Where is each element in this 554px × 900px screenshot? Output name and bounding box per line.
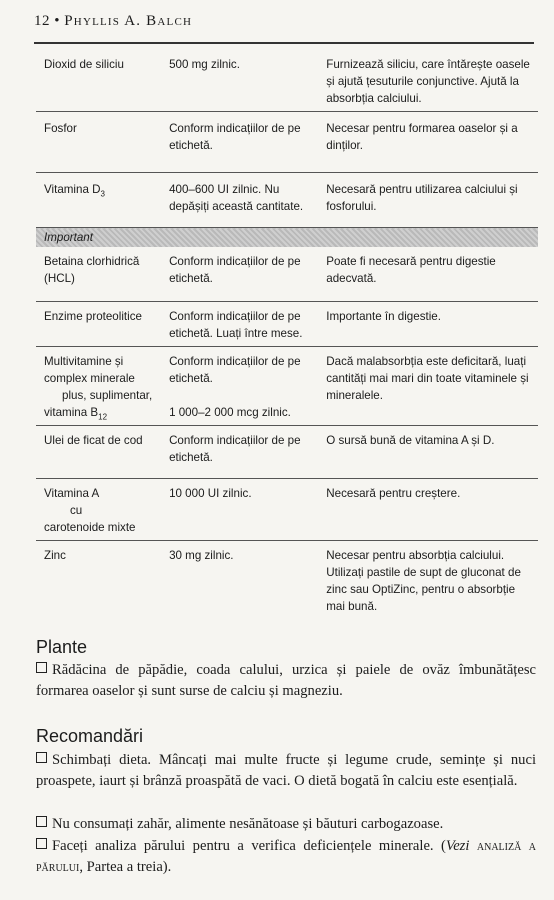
- supplement-cell: Fosfor: [36, 112, 161, 173]
- dose-line: Conform indicațiilor de pe etichetă.: [169, 355, 301, 385]
- supplement-cell: [36, 479, 161, 541]
- author-name: Phyllis A. Balch: [64, 13, 193, 29]
- note-cell: Poate fi necesară pentru digestie adecvată.: [318, 247, 538, 302]
- section-label: Important: [36, 228, 538, 248]
- supplement-table: [36, 50, 538, 627]
- note-cell: Dacă malabsorbția este deficitară, luați cantități mai mari din toate vitaminele și mineralele.: [318, 347, 538, 426]
- table-row: [36, 112, 538, 173]
- dose-line: 1 000–2 000 mcg zilnic.: [169, 406, 291, 419]
- supplement-cell: Enzime proteolitice: [36, 302, 161, 347]
- recommendation-item: [36, 750, 536, 792]
- see-reference: Vezi: [445, 838, 470, 854]
- dose-cell: Conform indicațiilor de pe etichetă. Luați între mese.: [161, 302, 318, 347]
- subscript: 12: [98, 412, 108, 422]
- recommendation-text: Faceți analiza părului pentru a verifica deficiențele minerale. (: [52, 838, 446, 854]
- recommendation-item: [36, 836, 536, 878]
- table-row: [36, 479, 538, 541]
- supplement-line: complex minerale: [44, 372, 135, 385]
- table-row: [36, 50, 538, 112]
- note-cell: Necesară pentru creștere.: [318, 479, 538, 541]
- plante-heading: Plante: [36, 637, 88, 657]
- dose-cell: 10 000 UI zilnic.: [161, 479, 318, 541]
- recommendation-text: Schimbați dieta. Mâncați mai multe fructe și legume crude, semințe și nuci proaspete, iaurt și brânză proaspătă de vaci. O dietă bogată în calciu este esențială.: [36, 752, 536, 789]
- supplement-cell: [36, 347, 161, 426]
- table-row: [36, 302, 538, 347]
- page-number: 12: [34, 13, 50, 29]
- plante-text: Rădăcina de păpădie, coada calului, urzica și paiele de ovăz îmbunătățesc formarea oaselor și sunt surse de calciu și magneziu.: [36, 662, 536, 699]
- supplement-name: Vitamina D: [44, 183, 101, 196]
- supplement-line: vitamina B: [44, 406, 99, 419]
- dose-cell: 500 mg zilnic.: [161, 50, 318, 112]
- supplement-cell: Dioxid de siliciu: [36, 50, 161, 112]
- recommendation-text-end: , Partea a treia).: [79, 859, 172, 875]
- subscript: 3: [100, 189, 105, 199]
- note-cell: Importante în digestie.: [318, 302, 538, 347]
- dose-cell: Conform indicațiilor de pe etichetă.: [161, 112, 318, 173]
- supplement-line: Multivitamine și: [44, 355, 124, 368]
- note-cell: Furnizează siliciu, care întărește oasele și ajută țesuturile conjunctive. Ajută la absorbția calciului.: [318, 50, 538, 112]
- supplement-line: cu: [70, 504, 83, 517]
- dose-cell: 400–600 UI zilnic. Nu depășiți această cantitate.: [161, 173, 318, 228]
- supplement-cell: Ulei de ficat de cod: [36, 426, 161, 479]
- supplement-line: Vitamina A: [44, 487, 100, 500]
- supplement-cell: [36, 173, 161, 228]
- checkbox-bullet-icon: [36, 838, 47, 849]
- supplement-line: carotenoide mixte: [44, 521, 136, 534]
- checkbox-bullet-icon: [36, 662, 47, 673]
- table-row: [36, 426, 538, 479]
- plante-paragraph: [36, 660, 536, 702]
- dose-cell: Conform indicațiilor de pe etichetă.: [161, 426, 318, 479]
- table-row: [36, 247, 538, 302]
- dose-cell: 30 mg zilnic.: [169, 549, 234, 562]
- checkbox-bullet-icon: [36, 816, 47, 827]
- recommendation-item: [36, 814, 536, 835]
- supplement-cell: Zinc: [44, 549, 66, 562]
- cross-reference: analiză a părului: [36, 838, 537, 875]
- note-cell: O sursă bună de vitamina A și D.: [318, 426, 538, 479]
- note-cell: Necesar pentru formarea oaselor și a dinților.: [318, 112, 538, 173]
- supplement-line: plus, suplimentar,: [62, 389, 153, 402]
- checkbox-bullet-icon: [36, 752, 47, 763]
- header-rule: [34, 42, 534, 44]
- table-row: [36, 541, 538, 628]
- recomandari-heading: Recomandări: [36, 726, 144, 746]
- running-head: [34, 13, 192, 30]
- dose-cell: Conform indicațiilor de pe etichetă.: [161, 247, 318, 302]
- header-bullet: •: [54, 13, 61, 29]
- note-cell: Necesar pentru absorbția calciului. Utilizați pastile de supt de gluconat de zinc sau OptiZinc, pentru o absorbție mai bună.: [326, 549, 521, 613]
- dose-cell: [161, 347, 318, 426]
- table-row: [36, 347, 538, 426]
- table-row: [36, 173, 538, 228]
- note-cell: Necesară pentru utilizarea calciului și fosforului.: [318, 173, 538, 228]
- supplement-cell: Betaina clorhidrică (HCL): [36, 247, 161, 302]
- recommendation-text: Nu consumați zahăr, alimente nesănătoase și băuturi carbogazoase.: [52, 816, 444, 832]
- table-section-header: [36, 228, 538, 248]
